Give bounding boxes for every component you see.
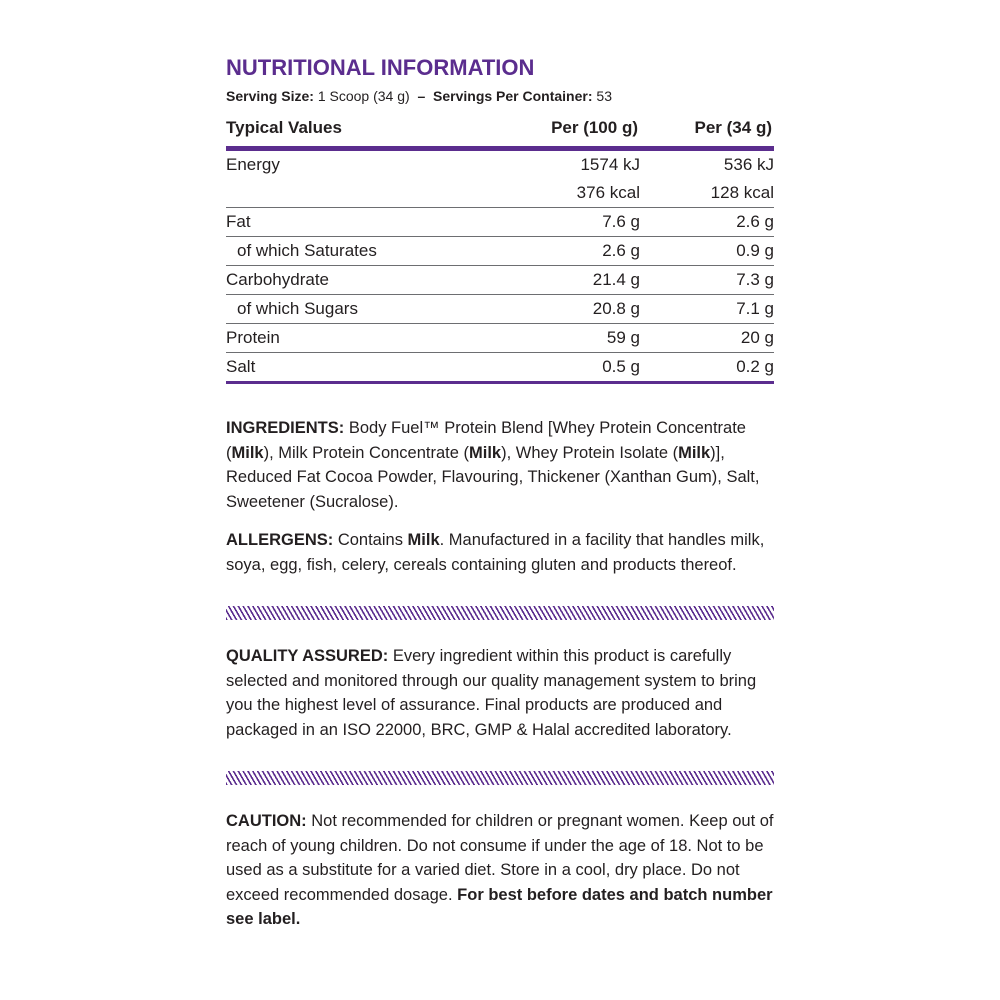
quality-text: Every ingredient within this product is carefully selected and monitored through our quality management system to bring you the highest level of assurance. Final products are produced and packaged in an ISO 22000, BRC, GMP & Halal accredited laboratory. <box>226 647 757 739</box>
cell-per100: 21.4 g <box>592 270 640 289</box>
row-label-energy-kcal <box>226 179 500 208</box>
cell-per34: 7.3 g <box>736 270 774 289</box>
hatched-divider <box>226 771 774 785</box>
ingredients-label: INGREDIENTS: <box>226 419 345 437</box>
allergen-highlight: Milk <box>469 443 502 462</box>
allergens-label: ALLERGENS: <box>226 531 334 549</box>
serving-info <box>226 86 774 106</box>
cell-per34: 536 kJ <box>723 155 774 174</box>
table-row <box>226 208 774 237</box>
quality-section <box>226 644 774 742</box>
ingredients-text: ), Milk Protein Concentrate ( <box>263 443 469 462</box>
row-label-energy: Energy <box>226 155 280 174</box>
ingredients-text: Body Fuel™ Protein Blend [Whey Protein Concentrate ( <box>226 419 746 462</box>
table-row <box>226 266 774 295</box>
ingredients-section <box>226 416 774 514</box>
row-label-sugars: of which Sugars <box>237 299 358 318</box>
cell-per100: 59 g <box>606 328 640 347</box>
nutrition-panel <box>226 54 774 932</box>
hatched-divider <box>226 606 774 620</box>
caution-batch-note: For best before dates and batch number see label. <box>226 885 773 928</box>
allergens-text: Contains <box>333 531 408 549</box>
caution-label: CAUTION: <box>226 812 307 830</box>
column-header-per-34g: Per (34 g) <box>694 118 772 137</box>
page-title: NUTRITIONAL INFORMATION <box>226 55 535 80</box>
ingredients-text: ), Whey Protein Isolate ( <box>501 443 679 462</box>
caution-section <box>226 809 774 932</box>
cell-per100: 2.6 g <box>602 241 640 260</box>
serving-size-value: 1 Scoop (34 g) <box>317 88 410 104</box>
table-row <box>226 237 774 266</box>
serving-separator: – <box>417 88 426 104</box>
row-label-fat: Fat <box>226 212 251 231</box>
table-row <box>226 295 774 324</box>
table-header-row <box>226 116 774 149</box>
cell-per34: 0.9 g <box>736 241 774 260</box>
table-row <box>226 179 774 208</box>
row-label-saturates: of which Saturates <box>237 241 377 260</box>
table-row <box>226 353 774 383</box>
cell-per100: 376 kcal <box>576 183 640 202</box>
table-row <box>226 149 774 180</box>
allergens-text: . Manufactured in a facility that handles milk, soya, egg, fish, celery, cereals containing gluten and products thereof. <box>226 531 765 574</box>
serving-size-label: Serving Size: <box>226 88 314 104</box>
allergen-highlight: Milk <box>678 443 711 462</box>
cell-per34: 128 kcal <box>710 183 774 202</box>
cell-per100: 1574 kJ <box>580 155 640 174</box>
cell-per100: 0.5 g <box>602 357 640 376</box>
table-row <box>226 324 774 353</box>
allergen-highlight: Milk <box>407 531 440 549</box>
ingredients-text: )], Reduced Fat Cocoa Powder, Flavouring, Thickener (Xanthan Gum), Salt, Sweetener (Sucralose). <box>226 443 760 511</box>
column-header-typical-values: Typical Values <box>226 118 342 137</box>
caution-text: Not recommended for children or pregnant women. Keep out of reach of young children. Do not consume if under the age of 18. Not to be used as a substitute for a varied diet. Store in a cool, dry place. Do not exceed recommended dosage. <box>226 812 774 904</box>
column-header-per-100g: Per (100 g) <box>551 118 638 137</box>
quality-label: QUALITY ASSURED: <box>226 647 389 665</box>
row-label-salt: Salt <box>226 357 256 376</box>
cell-per100: 7.6 g <box>602 212 640 231</box>
servings-per-container-label: Servings Per Container: <box>433 88 593 104</box>
allergens-section <box>226 528 774 577</box>
cell-per100: 20.8 g <box>592 299 640 318</box>
row-label-carbohydrate: Carbohydrate <box>226 270 330 289</box>
cell-per34: 20 g <box>740 328 774 347</box>
cell-per34: 0.2 g <box>736 357 774 376</box>
cell-per34: 2.6 g <box>736 212 774 231</box>
row-label-protein: Protein <box>226 328 280 347</box>
nutrition-table <box>226 116 774 384</box>
servings-per-container-value: 53 <box>596 88 612 104</box>
cell-per34: 7.1 g <box>736 299 774 318</box>
allergen-highlight: Milk <box>231 443 264 462</box>
